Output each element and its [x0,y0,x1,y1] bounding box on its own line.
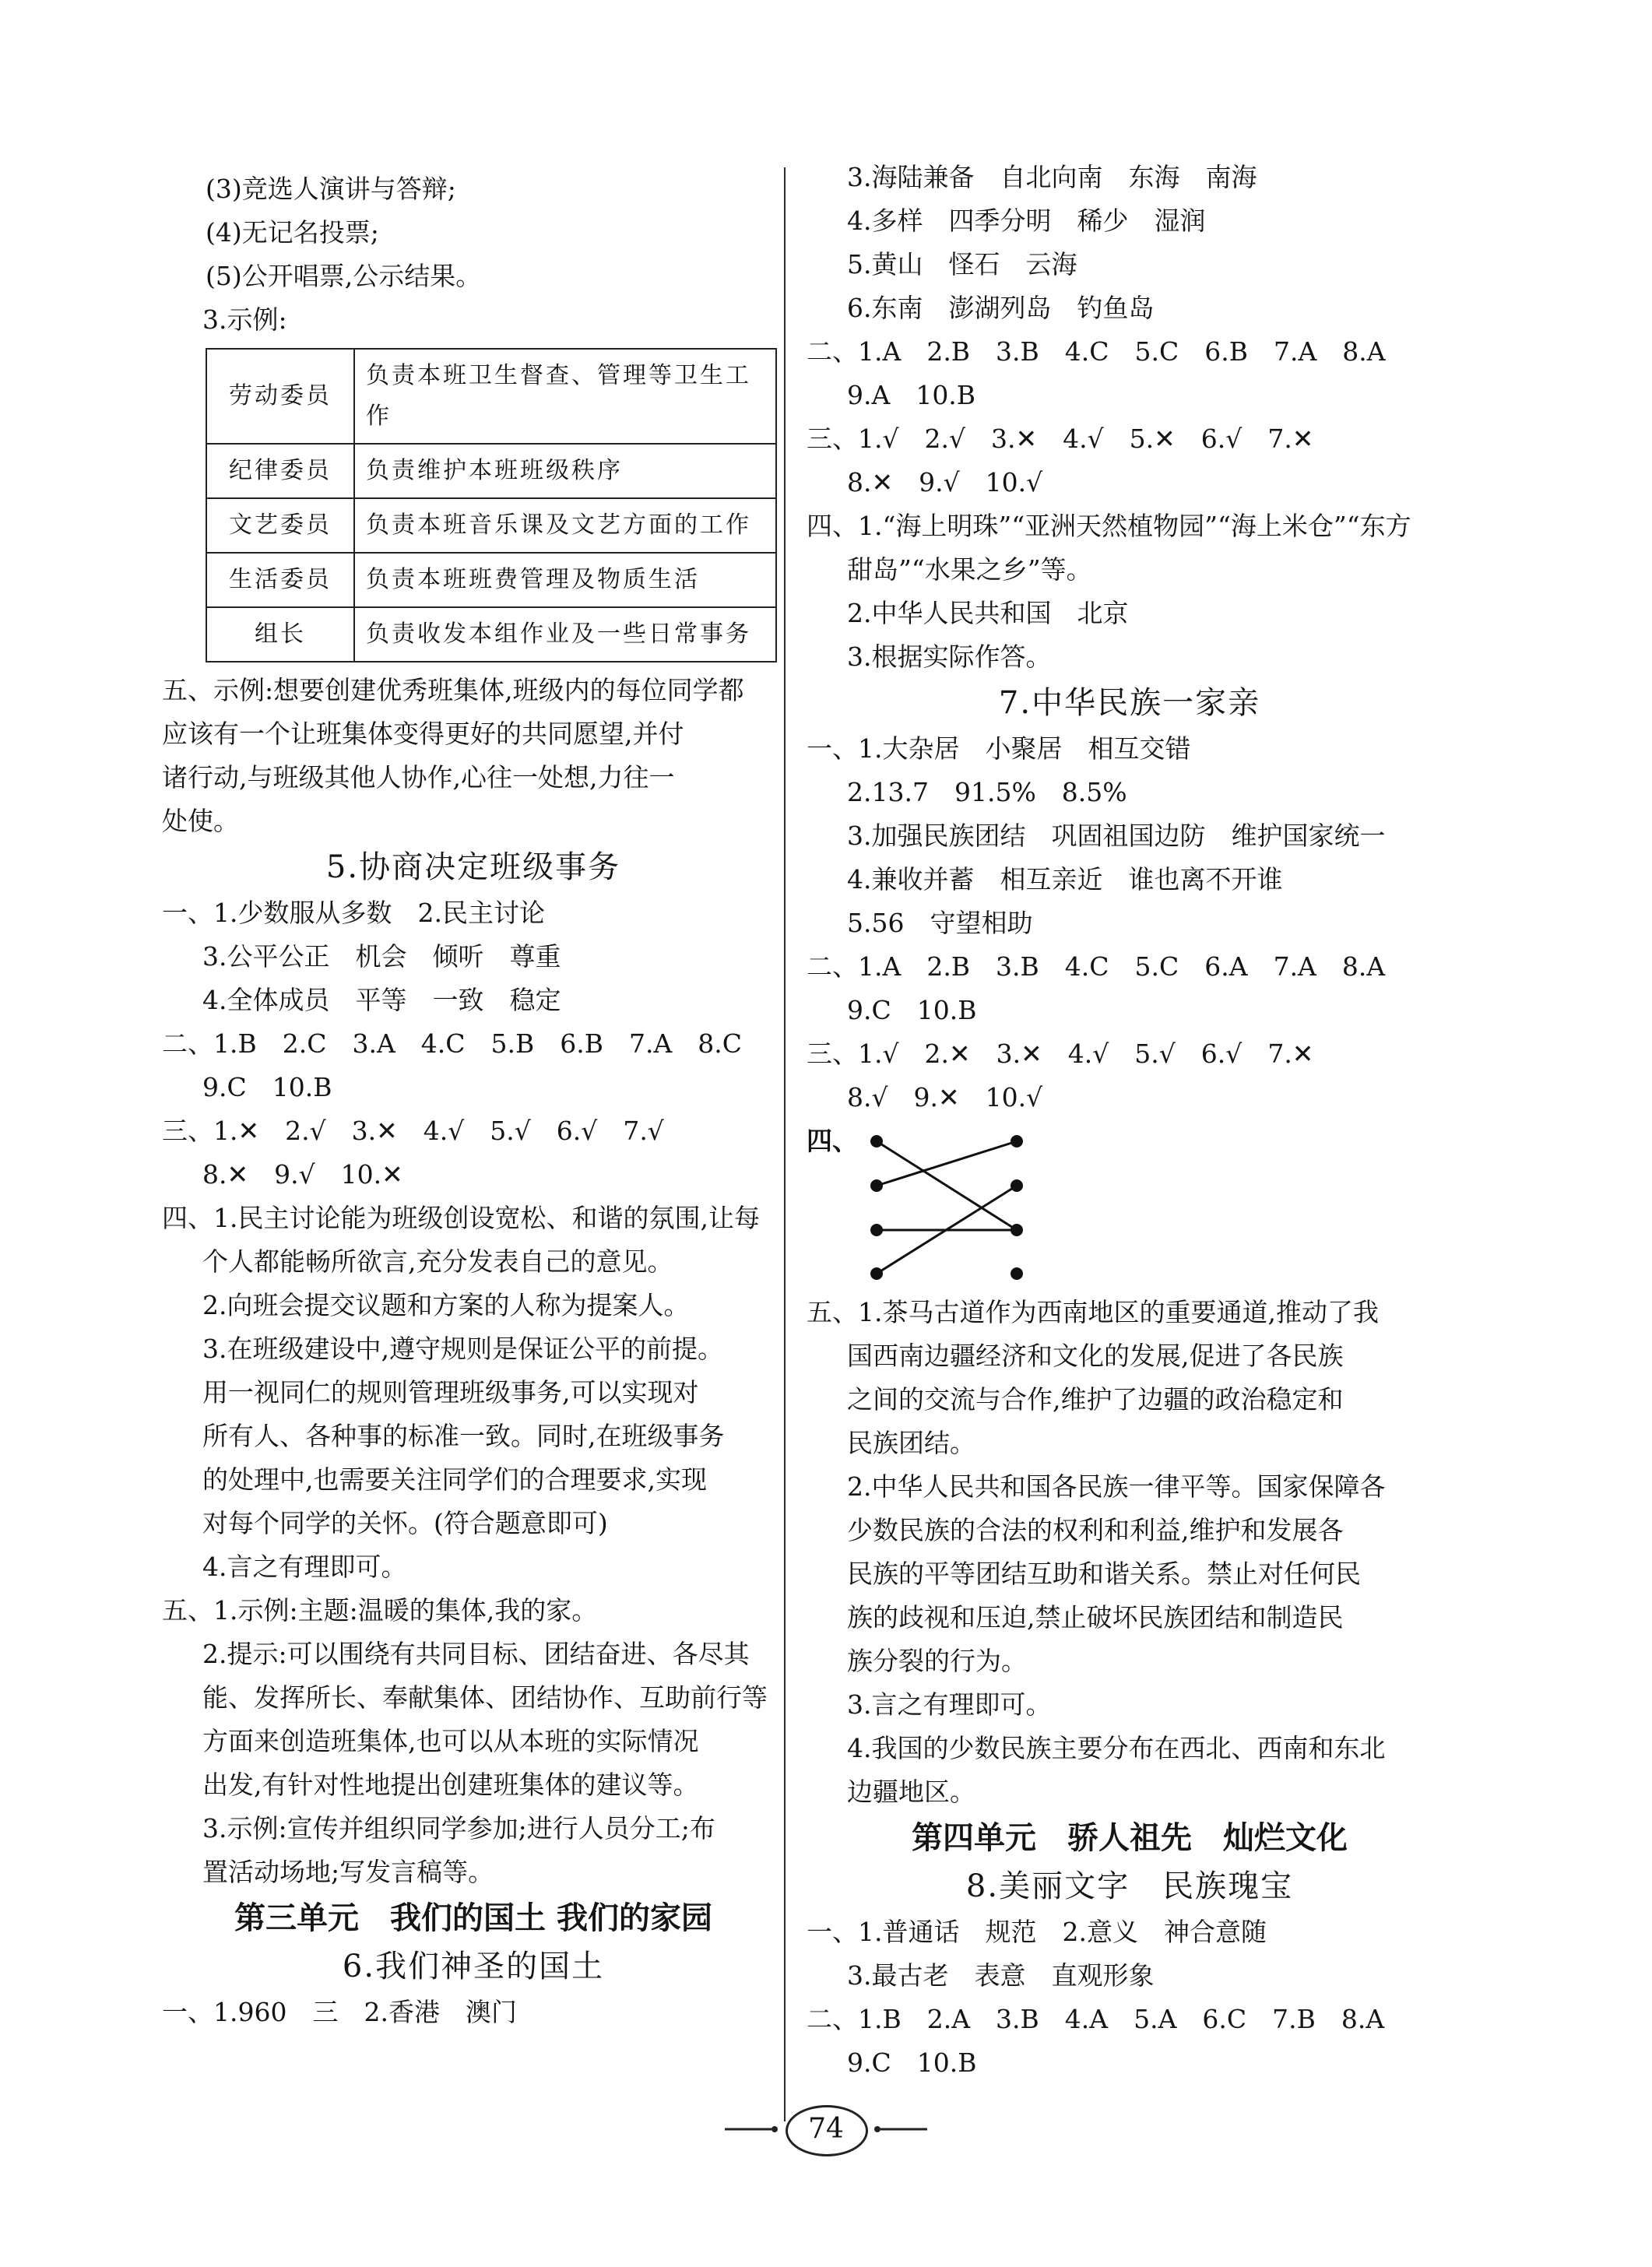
text-line: 4.我国的少数民族主要分布在西北、西南和东北 [847,1733,1386,1763]
text-line: 国西南边疆经济和文化的发展,促进了各民族 [847,1341,1344,1371]
text-line: 4.兼收并蓄 相互亲近 谁也离不开谁 [847,864,1283,894]
text-line: 个人都能畅所欲言,充分发表自己的意见。 [202,1246,673,1277]
match-dot [1011,1135,1023,1148]
lesson-title: 6.我们神圣的国土 [342,1949,605,1984]
page-number: 74 [808,2113,844,2145]
matching-lines [838,1119,1071,1291]
text-line: 2.中华人民共和国 北京 [847,598,1129,628]
page-number-badge [779,2102,873,2156]
text-line: 甜岛”“水果之乡”等。 [847,554,1092,585]
match-dot [870,1224,883,1236]
unit-title: 第四单元 骄人祖先 灿烂文化 [912,1820,1348,1856]
text-line: 2.提示:可以围绕有共同目标、团结奋进、各尽其 [202,1639,750,1669]
match-line [877,1141,1017,1230]
text-line: 所有人、各种事的标准一致。同时,在班级事务 [202,1421,725,1451]
role-cell: 文艺委员 [206,498,354,553]
text-line: 3.海陆兼备 自北向南 东海 南海 [847,162,1257,192]
table-row [206,498,776,553]
text-line: 一、1.大杂居 小聚居 相互交错 [807,733,1191,764]
text-line: 四、1.民主讨论能为班级创设宽松、和谐的氛围,让每 [162,1203,760,1233]
text-line: 二、1.B 2.C 3.A 4.C 5.B 6.B 7.A 8.C [162,1028,743,1059]
text-line: 8.✕ 9.√ 10.✕ [202,1159,403,1190]
text-line: 置活动场地;写发言稿等。 [202,1857,494,1887]
text-line: 9.C 10.B [847,995,977,1025]
text-line: 四、1.“海上明珠”“亚洲天然植物园”“海上米仓”“东方 [807,511,1411,541]
text-line: 对每个同学的关怀。(符合题意即可) [202,1508,608,1538]
right-column [807,156,1453,2085]
lesson-title: 7.中华民族一家亲 [998,685,1261,721]
text-line: 一、1.普通话 规范 2.意义 神合意随 [807,1917,1267,1947]
lesson-title: 5.协商决定班级事务 [325,849,621,885]
table-row [206,607,776,662]
text-line: 五、1.茶马古道作为西南地区的重要通道,推动了我 [807,1297,1379,1327]
text-line: (4)无记名投票; [206,217,379,248]
text-line: 二、1.B 2.A 3.B 4.A 5.A 6.C 7.B 8.A [807,2004,1385,2034]
text-line: 三、1.√ 2.✕ 3.✕ 4.√ 5.√ 6.√ 7.✕ [807,1039,1314,1069]
duty-cell: 负责本班音乐课及文艺方面的工作 [354,498,776,553]
text-line: 之间的交流与合作,维护了边疆的政治稳定和 [847,1384,1344,1415]
text-line: 4.全体成员 平等 一致 稳定 [202,985,561,1015]
text-line: (3)竞选人演讲与答辩; [206,174,456,204]
role-cell: 纪律委员 [206,444,354,498]
text-line: 3.根据实际作答。 [847,641,1052,672]
page-number-footer [0,2102,1652,2160]
text-line: 民族团结。 [847,1428,975,1458]
text-line: 3.示例:宣传并组织同学参加;进行人员分工;布 [202,1813,715,1843]
text-line: 2.向班会提交议题和方案的人称为提案人。 [202,1290,690,1320]
text-line: 三、1.√ 2.√ 3.✕ 4.√ 5.✕ 6.√ 7.✕ [807,424,1314,454]
match-label: 四、 [807,1126,858,1156]
text-line: 族分裂的行为。 [847,1646,1027,1676]
text-line: 出发,有针对性地提出创建班集体的建议等。 [202,1770,699,1800]
match-dot [1011,1267,1023,1280]
text-line: 9.C 10.B [202,1072,332,1102]
text-line: 三、1.✕ 2.√ 3.✕ 4.√ 5.√ 6.√ 7.√ [162,1116,664,1146]
text-line: 用一视同仁的规则管理班级事务,可以实现对 [202,1377,699,1408]
text-line: 能、发挥所长、奉献集体、团结协作、互助前行等 [202,1682,768,1713]
text-line: 4.言之有理即可。 [202,1552,407,1582]
text-line: 6.东南 澎湖列岛 钓鱼岛 [847,293,1155,323]
text-line: 二、1.A 2.B 3.B 4.C 5.C 6.A 7.A 8.A [807,951,1386,982]
duty-cell: 负责本班班费管理及物质生活 [354,553,776,607]
text-line: 3.最古老 表意 直观形象 [847,1960,1155,1991]
text-line: 9.C 10.B [847,2047,977,2078]
match-dot [870,1179,883,1192]
text-line: 五、示例:想要创建优秀班集体,班级内的每位同学都 [162,675,744,705]
text-line: 5.56 守望相助 [847,908,1033,938]
role-cell: 组长 [206,607,354,662]
text-line: 5.黄山 怪石 云海 [847,249,1077,279]
text-line: 一、1.960 三 2.香港 澳门 [162,1997,517,2027]
text-line: 边疆地区。 [847,1777,975,1807]
duty-cell: 负责收发本组作业及一些日常事务 [354,607,776,662]
role-cell: 生活委员 [206,553,354,607]
lesson-title: 8.美丽文字 民族瑰宝 [965,1868,1294,1904]
role-cell: 劳动委员 [206,349,354,444]
text-line: 3.在班级建设中,遵守规则是保证公平的前提。 [202,1334,723,1364]
text-line: 3.示例: [202,304,287,335]
ornament-right-icon [873,2125,927,2133]
text-line: 的处理中,也需要关注同学们的合理要求,实现 [202,1464,707,1495]
text-line: 3.公平公正 机会 倾听 尊重 [202,941,561,972]
left-column [162,167,785,2034]
text-line: 9.A 10.B [847,380,976,410]
match-dot [870,1267,883,1280]
text-line: 8.√ 9.✕ 10.√ [847,1082,1043,1112]
duty-cell: 负责维护本班班级秩序 [354,444,776,498]
text-line: 2.中华人民共和国各民族一律平等。国家保障各 [847,1471,1386,1502]
text-line: 一、1.少数服从多数 2.民主讨论 [162,898,545,928]
match-dot [1011,1224,1023,1236]
table-row [206,349,776,444]
text-line: 民族的平等团结互助和谐关系。禁止对任何民 [847,1559,1361,1589]
match-line [877,1141,1017,1186]
text-line: 2.13.7 91.5% 8.5% [847,777,1127,807]
text-line: 二、1.A 2.B 3.B 4.C 5.C 6.B 7.A 8.A [807,336,1386,367]
text-line: 少数民族的合法的权利和利益,维护和发展各 [847,1515,1344,1545]
text-line: 诸行动,与班级其他人协作,心往一处想,力往一 [162,762,675,793]
duties-table [206,348,777,663]
text-line: (5)公开唱票,公示结果。 [206,261,482,291]
text-line: 3.言之有理即可。 [847,1689,1052,1720]
match-dot [1011,1179,1023,1192]
matching-diagram [807,1119,1453,1291]
match-dot [870,1135,883,1148]
duty-cell: 负责本班卫生督查、管理等卫生工作 [354,349,776,444]
text-line: 8.✕ 9.√ 10.√ [847,467,1043,497]
text-line: 族的歧视和压迫,禁止破坏民族团结和制造民 [847,1602,1344,1633]
unit-title: 第三单元 我们的国土 我们的家园 [234,1900,712,1936]
text-line: 处使。 [162,806,239,836]
text-line: 方面来创造班集体,也可以从本班的实际情况 [202,1726,699,1756]
text-line: 应该有一个让班集体变得更好的共同愿望,并付 [162,719,684,749]
text-line: 3.加强民族团结 巩固祖国边防 维护国家统一 [847,821,1386,851]
table-row [206,553,776,607]
table-row [206,444,776,498]
ornament-left-icon [725,2125,779,2133]
text-line: 4.多样 四季分明 稀少 湿润 [847,206,1206,236]
text-line: 五、1.示例:主题:温暖的集体,我的家。 [162,1595,598,1626]
